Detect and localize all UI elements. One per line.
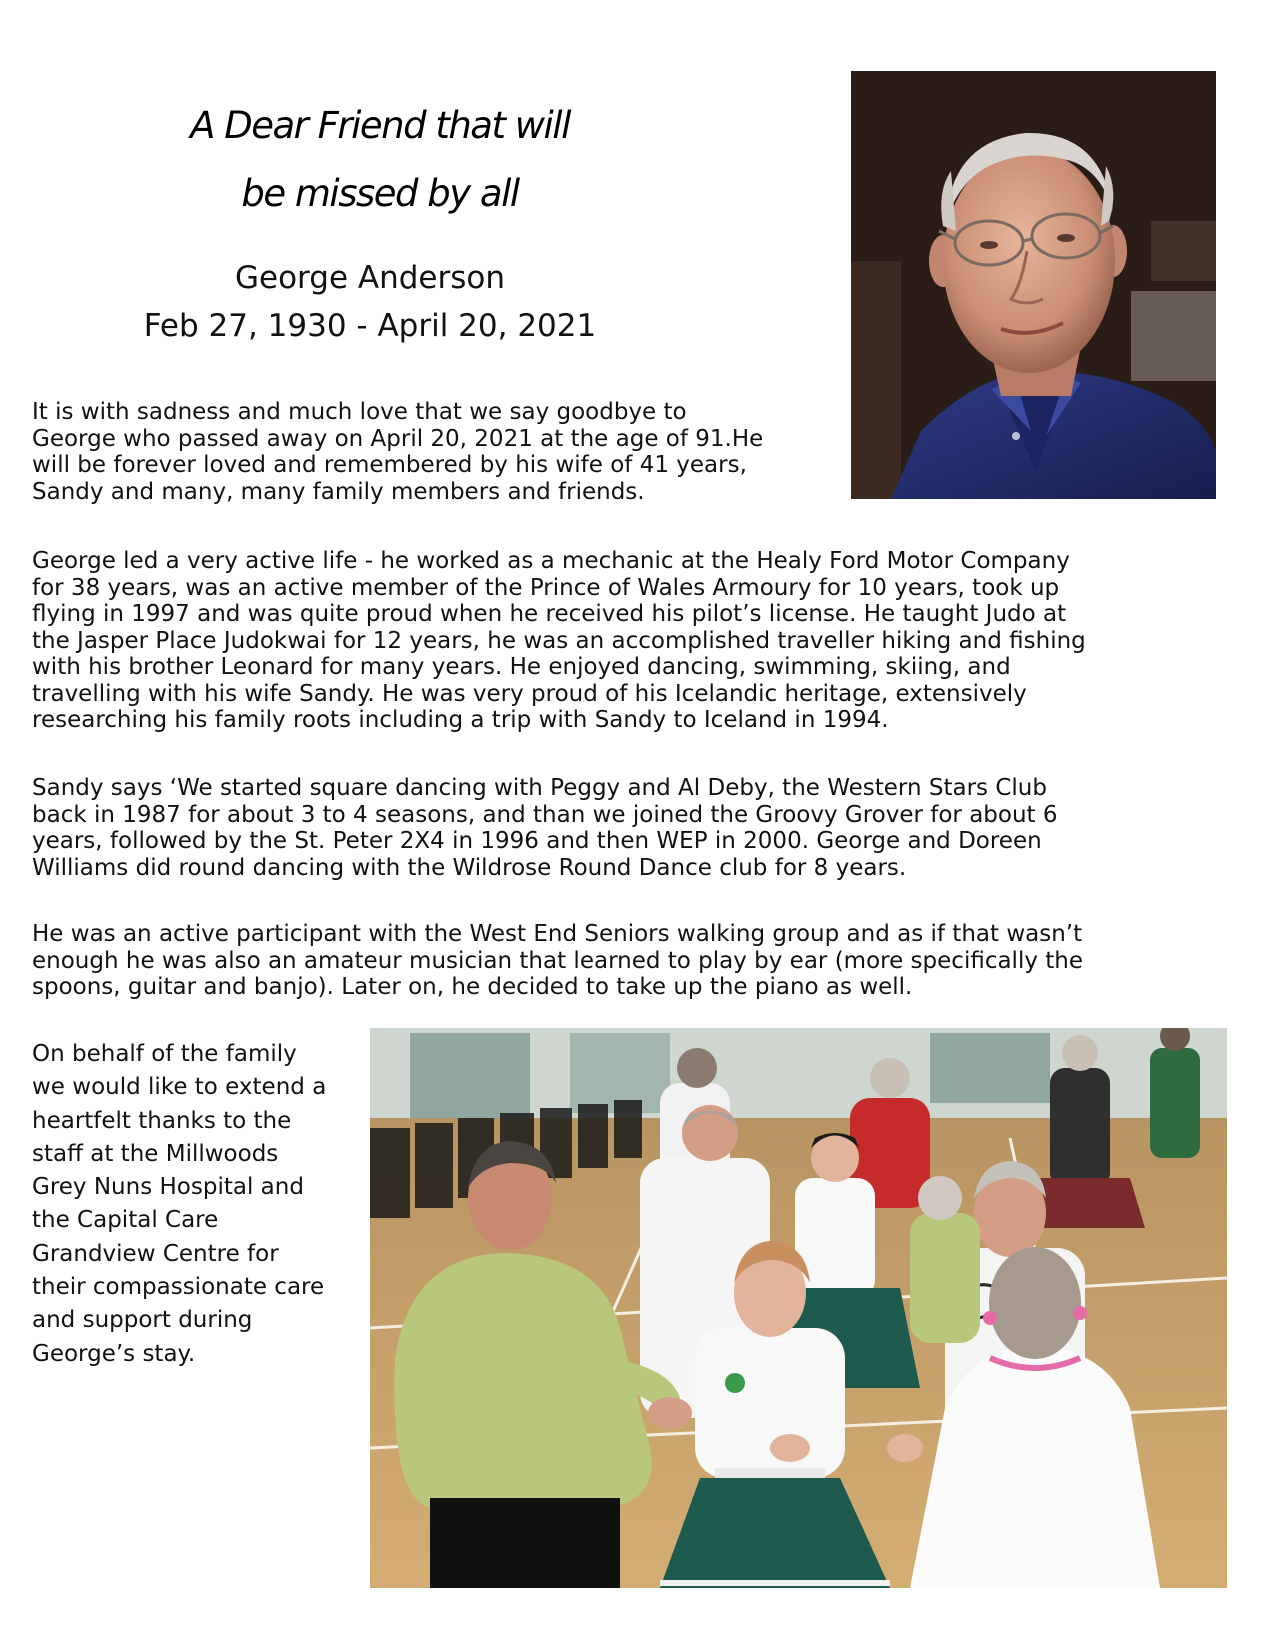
text-line: the Jasper Place Judokwai for 12 years, he was an accomplished traveller hiking and fishing: [32, 627, 1086, 654]
text-line: for 38 years, was an active member of the Prince of Wales Armoury for 10 years, took up: [32, 574, 1060, 601]
deceased-name: George Anderson: [235, 260, 505, 296]
dance-illustration: [370, 1028, 1227, 1588]
text-line: will be forever loved and remembered by his wife of 41 years,: [32, 452, 747, 478]
portrait-photo: [851, 71, 1216, 499]
text-line: spoons, guitar and banjo). Later on, he decided to take up the piano as well.: [32, 974, 913, 1000]
text-line: their compassionate care: [32, 1274, 325, 1301]
text-line: He was an active participant with the West End Seniors walking group and as if that wasn’t: [32, 921, 1083, 947]
text-line: Sandy and many, many family members and friends.: [32, 478, 645, 505]
text-line: George’s stay.: [32, 1340, 196, 1367]
text-line: George led a very active life - he worked as a mechanic at the Healy Ford Motor Company: [32, 548, 1070, 574]
paragraph-active-life: [32, 548, 1086, 734]
text-line: heartfelt thanks to the: [32, 1107, 292, 1134]
life-dates: Feb 27, 1930 - April 20, 2021: [143, 308, 597, 344]
text-line: researching his family roots including a trip with Sandy to Iceland in 1994.: [32, 707, 889, 733]
text-line: the Capital Care: [32, 1207, 219, 1234]
text-line: flying in 1997 and was quite proud when he received his pilot’s license. He taught Judo at: [32, 601, 1067, 627]
paragraph-hobbies: [32, 921, 1083, 1001]
paragraph-thanks: [32, 1038, 326, 1371]
text-line: Grey Nuns Hospital and: [32, 1174, 304, 1201]
text-line: we would like to extend a: [32, 1074, 327, 1101]
square-dance-photo: [370, 1028, 1227, 1588]
text-line: and support during: [32, 1307, 253, 1334]
text-line: Sandy says ‘We started square dancing with Peggy and Al Deby, the Western Stars Club: [32, 775, 1047, 801]
text-line: George who passed away on April 20, 2021 at the age of 91.He: [32, 425, 764, 452]
text-line: It is with sadness and much love that we say goodbye to: [32, 399, 687, 425]
text-line: years, followed by the St. Peter 2X4 in 1996 and then WEP in 2000. George and Doreen: [32, 828, 1042, 854]
portrait-illustration: [851, 71, 1216, 499]
text-line: Grandview Centre for: [32, 1240, 279, 1267]
text-line: staff at the Millwoods: [32, 1140, 279, 1167]
memorial-title: [140, 92, 620, 228]
title-line-1: A Dear Friend that will: [190, 104, 570, 147]
paragraph-square-dancing: [32, 775, 1058, 881]
text-line: travelling with his wife Sandy. He was very proud of his Icelandic heritage, extensively: [32, 680, 1027, 707]
paragraph-intro: [32, 399, 763, 505]
text-line: back in 1987 for about 3 to 4 seasons, and than we joined the Groovy Grover for about 6: [32, 801, 1058, 828]
title-line-2: be missed by all: [241, 172, 519, 215]
text-line: On behalf of the family: [32, 1041, 297, 1067]
text-line: enough he was also an amateur musician that learned to play by ear (more specifically the: [32, 947, 1084, 974]
text-line: Williams did round dancing with the Wildrose Round Dance club for 8 years.: [32, 854, 907, 881]
text-line: with his brother Leonard for many years. He enjoyed dancing, swimming, skiing, and: [32, 654, 1011, 680]
